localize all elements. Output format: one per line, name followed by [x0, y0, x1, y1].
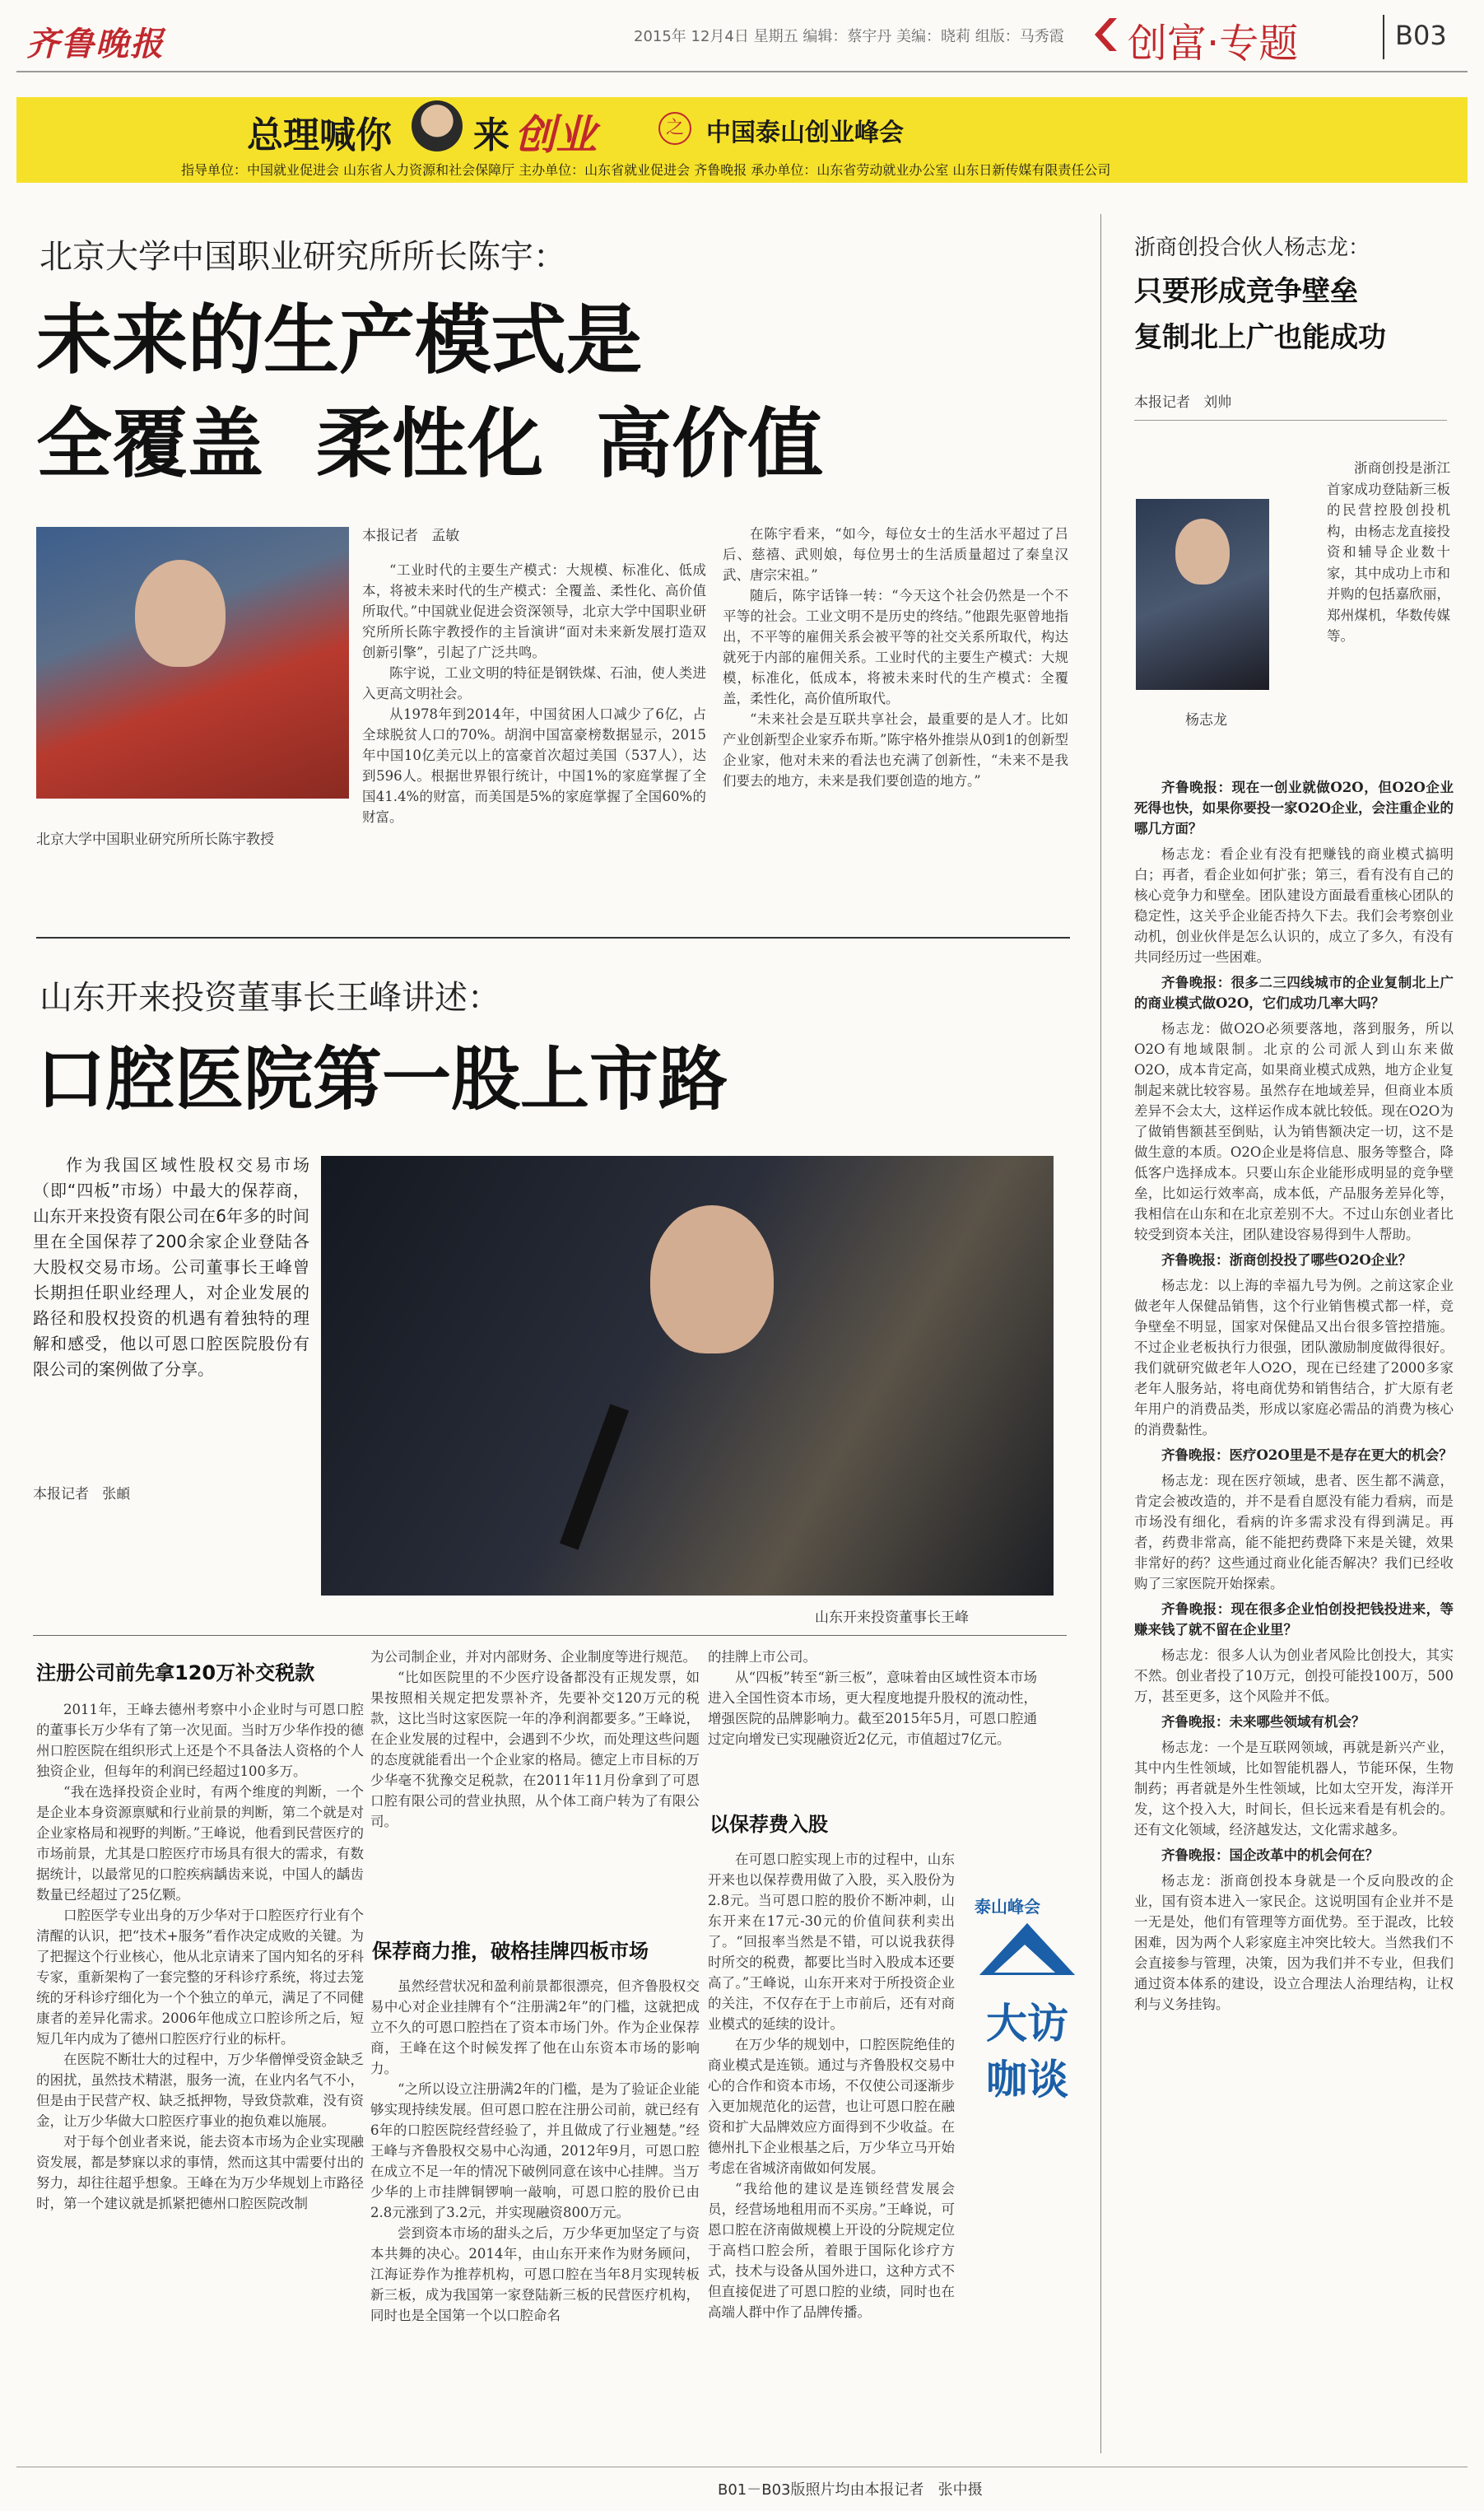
- article2-byline: 本报记者 张頔: [33, 1486, 131, 1502]
- sidebar-photo-caption: 杨志龙: [1185, 712, 1227, 729]
- yang-zhilong-photo: [1136, 499, 1269, 690]
- article1-col2-p2: 随后，陈宇话锋一转：“今天这个社会仍然是一个不平等的社会。工业文明不是历史的终结。”他跟先驱曾地指出，不平等的雇佣关系会被平等的社交关系所取代，构达就死于内部的雇佣关系。工业时代的主要生产模式：大规模，标准化，低成本，将被未来时代的生产模式：全覆盖，柔性化，高价值所取代。: [723, 588, 1068, 706]
- qa-question-4: 齐鲁晚报：医疗O2O里是不是存在更大的机会？: [1161, 1447, 1453, 1463]
- article2-headline: 口腔医院第一股上市路: [36, 1039, 728, 1120]
- qa-answer-7: 杨志龙：浙商创投本身就是一个反向股改的企业，国有资本进入一家民企。这说明国有企业并不是一无是处，他们有管理等方面优势。至于混改，比较困难，因为两个人彩家庭主冲突比较大。当然我们不会直接参与管理，决策，因为我们并不专业，但我们通过资本体系的建设，设立合理法人治理结构，让权利与义务挂钩。: [1134, 1873, 1454, 2012]
- article1-col2-p1: 在陈宇看来，“如今，每位女士的生活水平超过了吕后、慈禧、武则娘，每位男士的生活质量超过了秦皇汉武、唐宗宋祖。”: [723, 526, 1068, 583]
- interview-big-1: 大访: [986, 2000, 1068, 2047]
- article2-col2b-p2: “之所以设立注册满2年的门槛，是为了验证企业能够实现持续发展。但可恩口腔在注册公司前，就已经有6年的口腔医院经营经验了，并且做成了行业翘楚。”经王峰与齐鲁股权交易中心沟通，2012年9月，可恩口腔在成立不足一年的情况下破例同意在该中心挂牌。当万少华的上市挂牌铜锣响一敲响，可恩口腔的股价已由2.8元涨到了3.2元，并实现融资800万元。: [370, 2081, 700, 2220]
- article2-col1-p2: “我在选择投资企业时，有两个维度的判断，一个是企业本身资源禀赋和行业前景的判断，第二个就是对企业家格局和视野的判断。”王峰说，他看到民营医疗的市场前景，尤其是口腔医疗市场具有很大的需求，有数据统计，以最常见的口腔疾病龋齿来说，中国人的龋齿数量已经超过了25亿颗。: [36, 1784, 364, 1903]
- article2-col2-p1: 为公司制企业，并对内部财务、企业制度等进行规范。: [370, 1649, 696, 1665]
- premier-portrait-icon: [412, 100, 463, 151]
- article1-col1-p3: 从1978年到2014年，中国贫困人口减少了6亿，占全球脱贫人口的70%。胡润中国富豪榜数据显示，2015年中国10亿美元以上的富豪首次超过美国（537人），达到596人。根据世界银行统计，中国1%的家庭掌握了全国41.4%的财富，而美国是5%的家庭掌握了全国60%的财富。: [362, 706, 706, 825]
- banner-headline-left: 总理喊你: [247, 114, 392, 156]
- article2-subhead2: 保荐商力推，破格挂牌四板市场: [372, 1940, 649, 1963]
- article1-col1-p2: 陈宇说，工业文明的特征是钢铁煤、石油，使人类进入更高文明社会。: [362, 665, 706, 701]
- summit-banner: [16, 97, 1468, 183]
- article2-col3-p1: 的挂牌上市公司。: [708, 1649, 816, 1665]
- article1-kicker: 北京大学中国职业研究所所长陈宇：: [40, 238, 566, 276]
- article2-col3b-p3: “我给他的建议是连锁经营发展会员，经营场地租用而不买房。”王峰说，可恩口腔在济南做规模上开设的分院规定位于高档口腔会所，着眼于国际化诊疗方式，技术与设备从国外进口，这种方式不但直接促进了可恩口腔的业绩，同时也在高端人群中作了品牌传播。: [708, 2181, 955, 2320]
- banner-headline-red: 创业: [514, 111, 597, 159]
- banner-sponsor-line: 指导单位：中国就业促进会 山东省人力资源和社会保障厅 主办单位：山东省就业促进会 齐鲁晚报 承办单位：山东省劳动就业办公室 山东日新传媒有限责任公司: [181, 162, 1111, 178]
- masthead-arrow-icon: [1092, 18, 1117, 51]
- article1-byline: 本报记者 孟敏: [362, 528, 460, 544]
- interview-big-2: 咖谈: [986, 2056, 1068, 2103]
- banner-connector: 之: [658, 112, 691, 145]
- article2-col1-p3: 口腔医学专业出身的万少华对于口腔医疗行业有个清醒的认识，把“技术+服务”看作决定成败的关键。为了把握这个行业核心，他从北京请来了国内知名的牙科专家，重新架构了一套完整的牙科诊疗系统，将过去笼统的牙科诊疗细化为一个个独立的单元，满足了不同健康者的差异化需求。2006年他成立口腔诊所之后，短短几年内成为了德州口腔医疗行业的标杆。: [36, 1908, 364, 2047]
- article2-col3-p2: 从“四板”转至“新三板”，意味着由区域性资本市场进入全国性资本市场，更大程度地提升股权的流动性，增强医院的品牌影响力。截至2015年5月，可恩口腔通过定向增发已实现融资近2亿元，市值超过7亿元。: [708, 1670, 1037, 1747]
- sidebar-qa: [1134, 777, 1454, 2457]
- qa-question-5: 齐鲁晚报：现在很多企业怕创投把钱投进来，等赚来钱了就不留在企业里？: [1134, 1601, 1454, 1638]
- qa-answer-4: 杨志龙：现在医疗领域，患者、医生都不满意，肯定会被改造的，并不是看自愿没有能力看病，而是市场没有细化，看病的许多需求没有得到满足。再者，药费非常高，能不能把药费降下来是关键，效果非常好的药？这些通过商业化能否解决？我们已经收购了三家医院开始探索。: [1134, 1473, 1454, 1591]
- qa-answer-2: 杨志龙：做O2O必须要落地，落到服务，所以O2O有地域限制。北京的公司派人到山东来做O2O，成本肯定高，如果商业模式成熟，地方企业复制起来就比较容易。虽然存在地域差异，但商业本质差异不会太大，这样运作成本就比较低。现在O2O为了做销售额甚至倒贴，认为销售额决定一切，这不是做生意的本质。O2O企业是将信息、服务等整合，降低客户选择成本。只要山东企业能形成明显的竞争壁垒，比如运行效率高，成本低，产品服务差异化等，我相信在山东和在北京差别不大。不过山东创业者比较受到资本关注，团队建设容易得到牛人帮助。: [1134, 1021, 1454, 1242]
- article2-col3b-p2: 在万少华的规划中，口腔医院绝佳的商业模式是连锁。通过与齐鲁股权交易中心的合作和资本市场，不仅使公司逐渐步入更加规范化的运营，也让可恩口腔在融资和扩大品牌效应方面得到不少收益。在德州扎下企业根基之后，万少华立马开始考虑在省城济南做如何发展。: [708, 2037, 955, 2176]
- article1-headline-line2: 全覆盖 柔性化 高价值: [36, 400, 824, 488]
- qa-question-3: 齐鲁晚报：浙商创投投了哪些O2O企业？: [1161, 1252, 1412, 1268]
- article2-col2b-p3: 尝到资本市场的甜头之后，万少华更加坚定了与资本共舞的决心。2014年，由山东开来作为财务顾问，江海证券作为推荐机构，可恩口腔在当年8月实现转板新三板，成为我国第一家登陆新三板的民营医疗机构，同时也是全国第一个以口腔命名: [370, 2225, 700, 2323]
- yang-zhilong-head-icon: [1175, 519, 1230, 585]
- article2-subhead3: 以保荐费入股: [709, 1813, 828, 1836]
- article2-col3: [708, 1647, 1037, 1778]
- sidebar-intro: 浙商创投是浙江首家成功登陆新三板的民营控股创投机构，由杨志龙直接投资和辅导企业数十家，其中成功上市和并购的包括嘉欣丽，郑州煤机，华数传媒等。: [1327, 460, 1450, 644]
- article2-kicker: 山东开来投资董事长王峰讲述：: [40, 979, 500, 1017]
- article2-col1-p4: 在医院不断壮大的过程中，万少华僧惮受资金缺乏的困扰，虽然技术精湛，服务一流，在业内名气不小，但是由于民营产权、缺乏抵押物，导致贷款难，没有资金，让万少华做大口腔医疗事业的抱负难以施展。: [36, 2052, 364, 2129]
- chen-yu-head-icon: [135, 560, 226, 667]
- sidebar-headline-line2: 复制北上广也能成功: [1134, 321, 1386, 354]
- banner-subtitle: 中国泰山创业峰会: [706, 119, 904, 147]
- article2-col2: [370, 1647, 700, 1918]
- qa-answer-1: 杨志龙：看企业有没有把赚钱的商业模式搞明白；再者，看企业如何扩张；第三，看有没有自己的核心竞争力和壁垒。团队建设方面最看重核心团队的稳定性，这关乎企业能否持久下去。我们会考察创业动机，创业伙伴是怎么认识的，成立了多久，有没有共同经历过一些困难。: [1134, 846, 1454, 965]
- article2-col2b-p1: 虽然经营状况和盈利前景都很漂亮，但齐鲁股权交易中心对企业挂牌有个“注册满2年”的门槛，这就把成立不久的可恩口腔挡在了资本市场门外。作为企业保荐商，王峰在这个时候发挥了他在山东资本市场的影响力。: [370, 1978, 700, 2076]
- qa-question-7: 齐鲁晚报：国企改革中的机会何在？: [1161, 1847, 1379, 1863]
- page-number: B03: [1395, 20, 1447, 51]
- article1-col2-p3: “未来社会是互联共享社会，最重要的是人才。比如产业创新型企业家乔布斯。”陈宇格外推崇从0到1的创新型企业家，他对未来的看法也充满了创新性，“未来不是我们要去的地方，未来是我们要创造的地方。”: [723, 711, 1068, 789]
- article2-col3b-p1: 在可恩口腔实现上市的过程中，山东开来也以保荐费用做了入股，买入股份为2.8元。当可恩口腔的股价不断冲刺，山东开来在17元-30元的价值间获利卖出了。“回报率当然是不错，可以说我获得时所交的税费，都要比当时入股成本还要高了。”王峰说，山东开来对于所投资企业的关注，不仅存在于上市前后，还有对商业模式的延续的设计。: [708, 1852, 955, 2032]
- qa-answer-5: 杨志龙：很多人认为创业者风险比创投大，其实不然。创业者投了10万元，创投可能投100万，500万，甚至更多，这个风险并不低。: [1134, 1647, 1454, 1704]
- article1-photo-caption: 北京大学中国职业研究所所长陈宇教授: [36, 832, 274, 848]
- qa-question-6: 齐鲁晚报：未来哪些领域有机会？: [1161, 1714, 1365, 1730]
- article2-col2b: [370, 1976, 700, 2425]
- interview-logo: [963, 1894, 1086, 2124]
- wang-feng-head-icon: [650, 1205, 774, 1353]
- qa-question-1: 齐鲁晚报：现在一创业就做O2O，但O2O企业死得也快，如果你要投一家O2O企业，会注重企业的哪几方面？: [1134, 780, 1454, 836]
- microphone-icon: [560, 1404, 629, 1549]
- article2-col1-p1: 2011年，王峰去德州考察中小企业时与可恩口腔的董事长万少华有了第一次见面。当时万少华作投的德州口腔医院在组织形式上还是个不具备法人资格的个人独资企业，但每年的利润已经超过100多万。: [36, 1702, 364, 1779]
- article2-col1-p5: 对于每个创业者来说，能去资本市场为企业实现融资发展，都是梦寐以求的事情，然而这其中需要付出的努力，却往往超乎想象。王峰在为万少华规划上市路径时，第一个建议就是抓紧把德州口腔医院改制: [36, 2134, 364, 2211]
- article2-photo-caption: 山东开来投资董事长王峰: [815, 1610, 969, 1626]
- section-title: 创富·专题: [1128, 21, 1299, 67]
- sidebar-byline-rule: [1134, 420, 1447, 421]
- date-line: 2015年 12月4日 星期五 编辑：蔡宇丹 美编：晓莉 组版：马秀霞: [634, 28, 1064, 45]
- article1-col1: [362, 560, 706, 922]
- article2-col2-p2: “比如医院里的不少医疗设备都没有正规发票，如果按照相关规定把发票补齐，先要补交120万元的税款，这比当时这家医院一年的净利润都要多。”王峰说，在企业发展的过程中，会遇到不少坎，而处理这些问题的态度就能看出一个企业家的格局。德定上市目标的万少华毫不犹豫交足税款，在2011年11月份拿到了可恩口腔有限公司的营业执照，从个体工商户转为了有限公司。: [370, 1670, 700, 1829]
- interview-logo-text: 泰山峰会: [975, 1897, 1040, 1917]
- paper-name: 齐鲁晚报: [26, 25, 165, 63]
- sidebar-byline: 本报记者 刘帅: [1134, 394, 1232, 411]
- qa-question-2: 齐鲁晚报：很多二三四线城市的企业复制北上广的商业模式做O2O，它们成功几率大吗？: [1134, 975, 1454, 1011]
- qa-answer-3: 杨志龙：以上海的幸福九号为例。之前这家企业做老年人保健品销售，这个行业销售模式都一样，竞争壁垒不明显，国家对保健品又出台很多管控措施。不过企业老板执行力很强，团队激励制度做得很好。我们就研究做老年人O2O，现在已经建了2000多家老年人服务站，将电商优势和销售结合，扩大原有老年用户的消费品类，形成以家庭必需品的消费为核心的消费黏性。: [1134, 1278, 1454, 1437]
- masthead-divider: [1383, 15, 1384, 59]
- banner-headline-right: 来: [473, 114, 509, 156]
- article1-headline-line1: 未来的生产模式是: [36, 296, 643, 384]
- article2-col3b: [708, 1849, 955, 2425]
- article2-mid-rule: [33, 1635, 1067, 1636]
- chen-yu-photo: [36, 527, 349, 799]
- sidebar-kicker: 浙商创投合伙人杨志龙：: [1134, 235, 1370, 260]
- wang-feng-photo: [321, 1156, 1054, 1596]
- masthead-rule: [16, 71, 1468, 72]
- footer-credit: B01－B03版照片均由本报记者 张中摄: [718, 2481, 983, 2499]
- article1-col2: [723, 524, 1068, 919]
- article1-col1-p1: “工业时代的主要生产模式：大规模、标准化、低成本，将被未来时代的生产模式：全覆盖、柔性化、高价值所取代。”中国就业促进会资深领导，北京大学中国职业研究所所长陈宇教授作的主旨演讲“面对未来新发展打造双创新引擎”，引起了广泛共鸣。: [362, 562, 706, 660]
- qa-answer-6: 杨志龙：一个是互联网领域，再就是新兴产业，其中内生性领域，比如智能机器人，节能环保，生物制药；再者就是外生性领域，比如太空开发，海洋开发，这个投入大，时间长，但长远来看是有机会的。还有文化领域，经济越发达，文化需求越多。: [1134, 1740, 1454, 1838]
- sidebar-divider: [1100, 214, 1101, 2453]
- article2-subhead1: 注册公司前先拿120万补交税款: [36, 1661, 315, 1684]
- article2-lead: 作为我国区域性股权交易市场（即“四板”市场）中最大的保荐商，山东开来投资有限公司在6年多的时间里在全国保荐了200余家企业登陆各大股权交易市场。公司董事长王峰曾长期担任职业经理人，对企业发展的路径和股权投资的机遇有着独特的理解和感受，他以可恩口腔医院股份有限公司的案例做了分享。: [33, 1155, 309, 1379]
- article2-col1: [36, 1699, 364, 2424]
- article1-bottom-rule: [36, 937, 1070, 939]
- sidebar-headline-line1: 只要形成竞争壁垒: [1134, 275, 1358, 308]
